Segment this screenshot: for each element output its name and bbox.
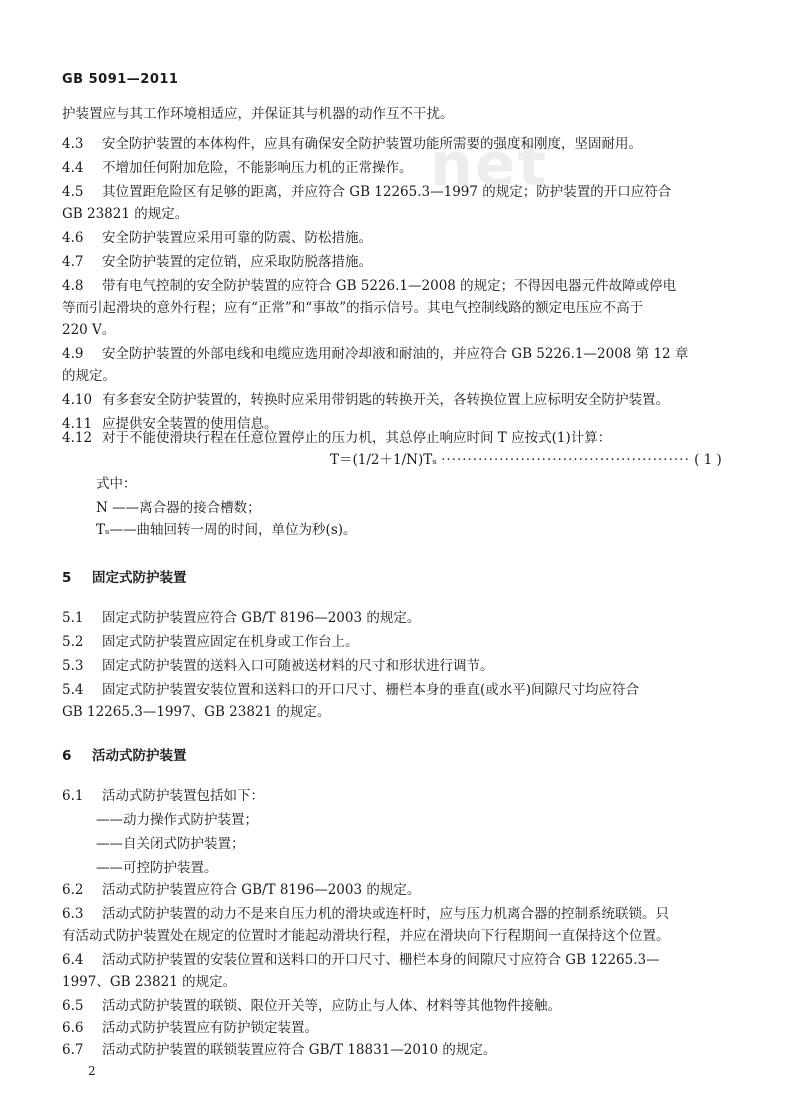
clause-5-1 bbox=[62, 608, 742, 628]
list-item-text: ——可控防护装置。 bbox=[96, 860, 218, 876]
clause-text: 固定式防护装置应符合 GB/T 8196—2003 的规定。 bbox=[102, 610, 421, 626]
formula-expression: T＝(1/2＋1/N)Tₛ bbox=[330, 452, 437, 468]
clause-text: GB 12265.3—1997、GB 23821 的规定。 bbox=[62, 704, 331, 720]
clause-5-3 bbox=[62, 656, 742, 676]
clause-number: 6.7 bbox=[62, 1042, 84, 1058]
clause-4-4 bbox=[62, 158, 742, 178]
clause-number: 4.4 bbox=[62, 160, 84, 176]
clause-number: 6.6 bbox=[62, 1020, 84, 1036]
clause-number: 5.1 bbox=[62, 610, 84, 626]
clause-6-4 bbox=[62, 950, 742, 970]
section-6-heading bbox=[62, 746, 187, 766]
section-title: 活动式防护装置 bbox=[92, 748, 187, 764]
clause-text: 对于不能使滑块行程在任意位置停止的压力机，其总停止响应时间 T 应按式(1)计算： bbox=[102, 430, 612, 446]
clause-4-8 bbox=[62, 276, 742, 296]
clause-4-8-cont bbox=[62, 298, 742, 318]
clause-text: 不增加任何附加危险，不能影响压力机的正常操作。 bbox=[102, 160, 413, 176]
clause-number: 4.12 bbox=[62, 430, 93, 446]
clause-number: 4.6 bbox=[62, 230, 84, 246]
clause-text: 活动式防护装置的联锁装置应符合 GB/T 18831—2010 的规定。 bbox=[102, 1042, 497, 1058]
list-item-text: ——自关闭式防护装置； bbox=[96, 836, 245, 852]
clause-4-12 bbox=[62, 428, 742, 448]
clause-number: 6.1 bbox=[62, 788, 84, 804]
section-number: 6 bbox=[62, 748, 72, 764]
clause-6-2 bbox=[62, 880, 742, 900]
clause-4-9-cont bbox=[62, 366, 742, 386]
clause-4-10 bbox=[62, 390, 742, 410]
clause-text: 活动式防护装置的联锁、限位开关等，应防止与人体、材料等其他物件接触。 bbox=[102, 998, 561, 1014]
clause-number: 5.2 bbox=[62, 634, 84, 650]
clause-4-8-cont2 bbox=[62, 320, 742, 340]
clause-6-3 bbox=[62, 904, 742, 924]
list-item bbox=[96, 810, 776, 830]
clause-text: 应提供安全装置的使用信息。 bbox=[102, 416, 278, 432]
page-number: 2 bbox=[88, 1064, 96, 1078]
formula-where bbox=[96, 474, 776, 494]
clause-text: 安全防护装置应采用可靠的防震、防松措施。 bbox=[102, 230, 372, 246]
clause-6-4-cont bbox=[62, 972, 742, 992]
clause-text: 的规定。 bbox=[62, 368, 116, 384]
clause-number: 6.5 bbox=[62, 998, 84, 1014]
clause-4-6 bbox=[62, 228, 742, 248]
clause-text: 安全防护装置的外部电线和电缆应选用耐冷却液和耐油的，并应符合 GB 5226.1—2008 第 12 章 bbox=[102, 346, 689, 362]
formula-1 bbox=[330, 450, 722, 470]
clause-6-6 bbox=[62, 1018, 742, 1038]
clause-text: 等而引起滑块的意外行程；应有“正常”和“事故”的指示信号。其电气控制线路的额定电压应不高于 bbox=[62, 300, 644, 316]
list-item-text: ——动力操作式防护装置； bbox=[96, 812, 258, 828]
formula-label: ( 1 ) bbox=[694, 452, 722, 468]
list-item bbox=[96, 858, 776, 878]
clause-number: 4.9 bbox=[62, 346, 84, 362]
clause-text: 活动式防护装置包括如下： bbox=[102, 788, 264, 804]
clause-4-3 bbox=[62, 134, 742, 154]
clause-number: 6.4 bbox=[62, 952, 84, 968]
clause-6-1 bbox=[62, 786, 742, 806]
section-title: 固定式防护装置 bbox=[92, 570, 187, 586]
clause-text: 220 V。 bbox=[62, 322, 116, 338]
clause-text: 其位置距危险区有足够的距离，并应符合 GB 12265.3—1997 的规定；防护装置的开口应符合 bbox=[102, 184, 672, 200]
list-item bbox=[96, 834, 776, 854]
clause-text: 活动式防护装置应有防护锁定装置。 bbox=[102, 1020, 318, 1036]
formula-var-text: N ——离合器的接合槽数； bbox=[96, 500, 261, 516]
clause-text: 护装置应与其工作环境相适应，并保证其与机器的动作互不干扰。 bbox=[62, 106, 454, 122]
clause-number: 4.11 bbox=[62, 416, 93, 432]
clause-text: 活动式防护装置的动力不是来自压力机的滑块或连杆时，应与压力机离合器的控制系统联锁。只 bbox=[102, 906, 669, 922]
clause-number: 6.2 bbox=[62, 882, 84, 898]
clause-text: 1997、GB 23821 的规定。 bbox=[62, 974, 237, 990]
clause-text: 固定式防护装置安装位置和送料口的开口尺寸、栅栏本身的垂直(或水平)间隙尺寸均应符合 bbox=[102, 682, 640, 698]
clause-number: 4.3 bbox=[62, 136, 84, 152]
clause-text: 活动式防护装置的安装位置和送料口的开口尺寸、栅栏本身的间隙尺寸应符合 GB 12265.3— bbox=[102, 952, 660, 968]
clause-number: 5.4 bbox=[62, 682, 84, 698]
clause-text: 活动式防护装置应符合 GB/T 8196—2003 的规定。 bbox=[102, 882, 421, 898]
clause-6-3-cont bbox=[62, 926, 742, 946]
formula-var-text: Tₛ——曲轴回转一周的时间，单位为秒(s)。 bbox=[96, 522, 357, 538]
clause-text: 安全防护装置的定位销，应采取防脱落措施。 bbox=[102, 254, 372, 270]
clause-text: 有多套安全防护装置的，转换时应采用带钥匙的转换开关，各转换位置上应标明安全防护装置。 bbox=[102, 392, 669, 408]
standard-number: GB 5091—2011 bbox=[62, 72, 179, 87]
clause-text: GB 23821 的规定。 bbox=[62, 206, 189, 222]
clause-5-2 bbox=[62, 632, 742, 652]
clause-number: 4.7 bbox=[62, 254, 84, 270]
clause-text: 固定式防护装置应固定在机身或工作台上。 bbox=[102, 634, 359, 650]
clause-4-5 bbox=[62, 182, 742, 202]
formula-intro: 式中： bbox=[96, 476, 137, 492]
clause-5-4-cont bbox=[62, 702, 742, 722]
clause-number: 6.3 bbox=[62, 906, 84, 922]
clause-6-5 bbox=[62, 996, 742, 1016]
clause-number: 5.3 bbox=[62, 658, 84, 674]
clause-number: 4.5 bbox=[62, 184, 84, 200]
clause-4-5-cont bbox=[62, 204, 742, 224]
formula-var-n bbox=[96, 498, 776, 518]
clause-text: 安全防护装置的本体构件，应具有确保安全防护装置功能所需要的强度和刚度，坚固耐用。 bbox=[102, 136, 642, 152]
formula-leader-dots: ··············································· bbox=[441, 452, 690, 468]
section-5-heading bbox=[62, 568, 187, 588]
clause-text: 固定式防护装置的送料入口可随被送材料的尺寸和形状进行调节。 bbox=[102, 658, 494, 674]
clause-6-7 bbox=[62, 1040, 742, 1060]
clause-number: 4.10 bbox=[62, 392, 93, 408]
formula-var-ts bbox=[96, 520, 776, 540]
clause-4-9 bbox=[62, 344, 742, 364]
clause-number: 4.8 bbox=[62, 278, 84, 294]
clause-text: 有活动式防护装置处在规定的位置时才能起动滑块行程，并应在滑块向下行程期间一直保持这个位置。 bbox=[62, 928, 670, 944]
watermark: net bbox=[430, 130, 549, 200]
clause-4-7 bbox=[62, 252, 742, 272]
clause-5-4 bbox=[62, 680, 742, 700]
clause-text: 带有电气控制的安全防护装置的应符合 GB 5226.1—2008 的规定；不得因电器元件故障或停电 bbox=[102, 278, 677, 294]
clause-line bbox=[62, 104, 742, 124]
section-number: 5 bbox=[62, 570, 72, 586]
